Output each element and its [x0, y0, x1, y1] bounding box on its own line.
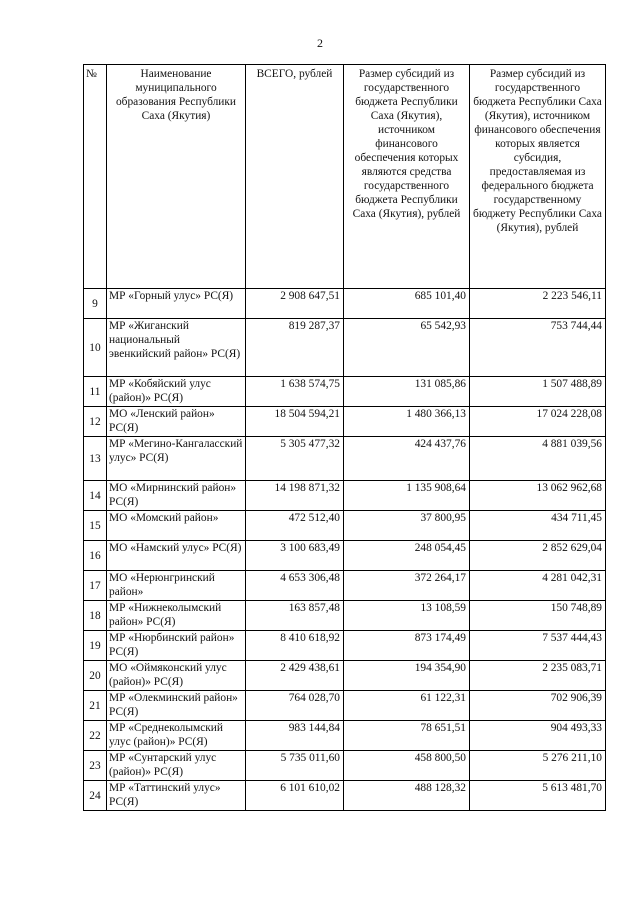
row-number: 13: [84, 437, 107, 481]
municipality-name: МО «Мирнинский район» РС(Я): [107, 481, 246, 511]
row-number: 11: [84, 377, 107, 407]
row-number: 19: [84, 631, 107, 661]
republic-subsidy-amount: 873 174,49: [344, 631, 470, 661]
federal-subsidy-amount: 5 276 211,10: [470, 751, 606, 781]
row-number: 24: [84, 781, 107, 811]
total-amount: 3 100 683,49: [246, 541, 344, 571]
table-row: [84, 319, 606, 377]
municipality-name: МР «Среднеколымский улус (район)» РС(Я): [107, 721, 246, 751]
total-amount: 983 144,84: [246, 721, 344, 751]
row-number: 14: [84, 481, 107, 511]
republic-subsidy-amount: 424 437,76: [344, 437, 470, 481]
subsidy-table: [83, 64, 606, 811]
table-row: [84, 601, 606, 631]
federal-subsidy-amount: 1 507 488,89: [470, 377, 606, 407]
total-amount: 8 410 618,92: [246, 631, 344, 661]
total-amount: 472 512,40: [246, 511, 344, 541]
table-body: [84, 289, 606, 811]
federal-subsidy-amount: 702 906,39: [470, 691, 606, 721]
row-number: 21: [84, 691, 107, 721]
total-amount: 4 653 306,48: [246, 571, 344, 601]
table-row: [84, 691, 606, 721]
row-number: 23: [84, 751, 107, 781]
table-row: [84, 437, 606, 481]
row-number: 18: [84, 601, 107, 631]
federal-subsidy-amount: 5 613 481,70: [470, 781, 606, 811]
republic-subsidy-amount: 1 480 366,13: [344, 407, 470, 437]
republic-subsidy-amount: 1 135 908,64: [344, 481, 470, 511]
header-total: ВСЕГО, рублей: [246, 65, 344, 289]
municipality-name: МО «Намский улус» РС(Я): [107, 541, 246, 571]
republic-subsidy-amount: 194 354,90: [344, 661, 470, 691]
municipality-name: МР «Нюрбинский район» РС(Я): [107, 631, 246, 661]
header-republic-subsidy: Размер субсидий из государственного бюджета Республики Саха (Якутия), источником финансового обеспечения которых являются средства государственного бюджета Республики Саха (Якутия), рублей: [344, 65, 470, 289]
federal-subsidy-amount: 7 537 444,43: [470, 631, 606, 661]
municipality-name: МР «Нижнеколымский район» РС(Я): [107, 601, 246, 631]
federal-subsidy-amount: 904 493,33: [470, 721, 606, 751]
federal-subsidy-amount: 4 281 042,31: [470, 571, 606, 601]
table-row: [84, 481, 606, 511]
municipality-name: МО «Ленский район» РС(Я): [107, 407, 246, 437]
row-number: 10: [84, 319, 107, 377]
republic-subsidy-amount: 13 108,59: [344, 601, 470, 631]
republic-subsidy-amount: 78 651,51: [344, 721, 470, 751]
municipality-name: МР «Сунтарский улус (район)» РС(Я): [107, 751, 246, 781]
federal-subsidy-amount: 150 748,89: [470, 601, 606, 631]
total-amount: 6 101 610,02: [246, 781, 344, 811]
republic-subsidy-amount: 37 800,95: [344, 511, 470, 541]
municipality-name: МО «Оймяконский улус (район)» РС(Я): [107, 661, 246, 691]
table-row: [84, 541, 606, 571]
municipality-name: МР «Жиганский национальный эвенкийский район» РС(Я): [107, 319, 246, 377]
republic-subsidy-amount: 488 128,32: [344, 781, 470, 811]
federal-subsidy-amount: 4 881 039,56: [470, 437, 606, 481]
row-number: 16: [84, 541, 107, 571]
federal-subsidy-amount: 2 235 083,71: [470, 661, 606, 691]
table-row: [84, 377, 606, 407]
federal-subsidy-amount: 2 223 546,11: [470, 289, 606, 319]
total-amount: 14 198 871,32: [246, 481, 344, 511]
republic-subsidy-amount: 372 264,17: [344, 571, 470, 601]
table-row: [84, 289, 606, 319]
total-amount: 2 908 647,51: [246, 289, 344, 319]
municipality-name: МР «Олекминский район» РС(Я): [107, 691, 246, 721]
municipality-name: МО «Нерюнгринский район»: [107, 571, 246, 601]
table-row: [84, 781, 606, 811]
total-amount: 1 638 574,75: [246, 377, 344, 407]
municipality-name: МР «Мегино-Кангаласский улус» РС(Я): [107, 437, 246, 481]
header-no: №: [84, 65, 107, 289]
row-number: 17: [84, 571, 107, 601]
header-federal-subsidy: Размер субсидий из государственного бюджета Республики Саха (Якутия), источником финансового обеспечения которых является субсидия, предоставляемая из федерального бюджета государственному бюджету Республики Саха (Якутия), рублей: [470, 65, 606, 289]
federal-subsidy-amount: 13 062 962,68: [470, 481, 606, 511]
table-header-row: [84, 65, 606, 289]
federal-subsidy-amount: 753 744,44: [470, 319, 606, 377]
total-amount: 5 305 477,32: [246, 437, 344, 481]
republic-subsidy-amount: 458 800,50: [344, 751, 470, 781]
republic-subsidy-amount: 685 101,40: [344, 289, 470, 319]
federal-subsidy-amount: 434 711,45: [470, 511, 606, 541]
table-row: [84, 571, 606, 601]
table-row: [84, 661, 606, 691]
table-row: [84, 511, 606, 541]
header-name: Наименование муниципального образования Республики Саха (Якутия): [107, 65, 246, 289]
row-number: 20: [84, 661, 107, 691]
table-row: [84, 721, 606, 751]
row-number: 12: [84, 407, 107, 437]
republic-subsidy-amount: 61 122,31: [344, 691, 470, 721]
row-number: 9: [84, 289, 107, 319]
page-number: 2: [317, 36, 323, 50]
total-amount: 819 287,37: [246, 319, 344, 377]
municipality-name: МР «Горный улус» РС(Я): [107, 289, 246, 319]
total-amount: 5 735 011,60: [246, 751, 344, 781]
total-amount: 764 028,70: [246, 691, 344, 721]
republic-subsidy-amount: 65 542,93: [344, 319, 470, 377]
row-number: 15: [84, 511, 107, 541]
table-row: [84, 407, 606, 437]
table-row: [84, 751, 606, 781]
total-amount: 163 857,48: [246, 601, 344, 631]
municipality-name: МР «Таттинский улус» РС(Я): [107, 781, 246, 811]
total-amount: 18 504 594,21: [246, 407, 344, 437]
republic-subsidy-amount: 131 085,86: [344, 377, 470, 407]
federal-subsidy-amount: 17 024 228,08: [470, 407, 606, 437]
federal-subsidy-amount: 2 852 629,04: [470, 541, 606, 571]
republic-subsidy-amount: 248 054,45: [344, 541, 470, 571]
row-number: 22: [84, 721, 107, 751]
municipality-name: МО «Момский район»: [107, 511, 246, 541]
municipality-name: МР «Кобяйский улус (район)» РС(Я): [107, 377, 246, 407]
table-row: [84, 631, 606, 661]
total-amount: 2 429 438,61: [246, 661, 344, 691]
